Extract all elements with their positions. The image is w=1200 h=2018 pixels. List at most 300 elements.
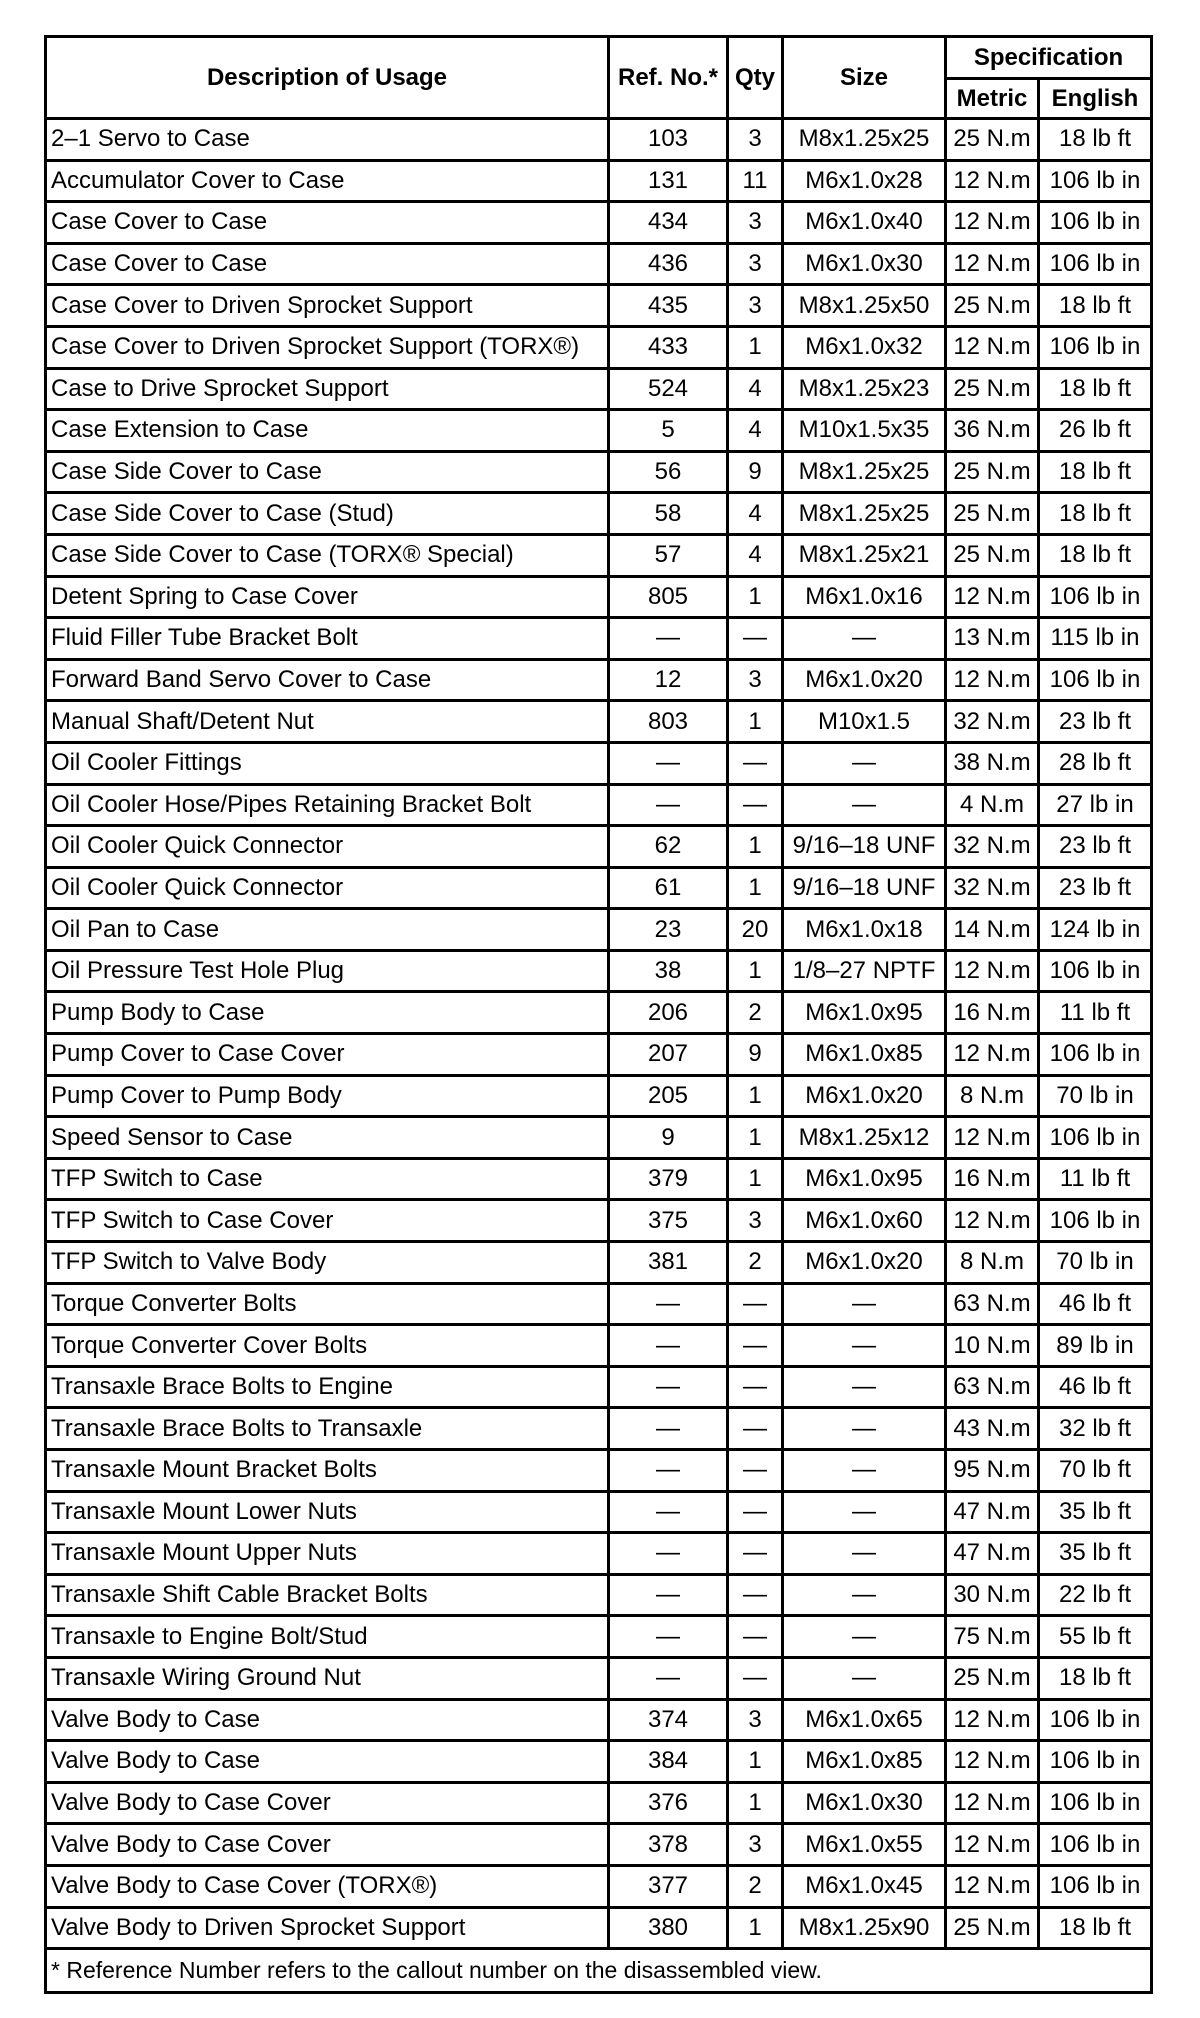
cell-english: 23 lb ft — [1039, 826, 1152, 868]
cell-qty: — — [728, 1283, 783, 1325]
cell-metric: 12 N.m — [946, 1117, 1039, 1159]
table-row — [46, 1491, 1152, 1533]
cell-size: M6x1.0x28 — [783, 160, 946, 202]
cell-metric: 12 N.m — [946, 576, 1039, 618]
table-row — [46, 160, 1152, 202]
cell-description: Transaxle Shift Cable Bracket Bolts — [46, 1574, 609, 1616]
cell-size: — — [783, 1616, 946, 1658]
cell-qty: 1 — [728, 1782, 783, 1824]
table-header — [46, 37, 1152, 119]
cell-qty: 4 — [728, 410, 783, 452]
table-row — [46, 1408, 1152, 1450]
cell-qty: 3 — [728, 1200, 783, 1242]
cell-ref-no: 435 — [609, 285, 728, 327]
cell-metric: 75 N.m — [946, 1616, 1039, 1658]
cell-size: M8x1.25x90 — [783, 1907, 946, 1949]
table-row — [46, 1200, 1152, 1242]
table-row — [46, 1657, 1152, 1699]
cell-english: 70 lb in — [1039, 1075, 1152, 1117]
table-row — [46, 1325, 1152, 1367]
cell-ref-no: 57 — [609, 534, 728, 576]
cell-metric: 25 N.m — [946, 534, 1039, 576]
cell-ref-no: — — [609, 742, 728, 784]
cell-english: 106 lb in — [1039, 576, 1152, 618]
cell-qty: 11 — [728, 160, 783, 202]
table-row — [46, 784, 1152, 826]
cell-metric: 12 N.m — [946, 1824, 1039, 1866]
cell-description: Case Side Cover to Case — [46, 451, 609, 493]
cell-qty: 1 — [728, 826, 783, 868]
table-row — [46, 742, 1152, 784]
cell-ref-no: 380 — [609, 1907, 728, 1949]
cell-english: 106 lb in — [1039, 326, 1152, 368]
cell-size: M8x1.25x50 — [783, 285, 946, 327]
cell-metric: 38 N.m — [946, 742, 1039, 784]
cell-description: Case Cover to Case — [46, 202, 609, 244]
cell-qty: — — [728, 784, 783, 826]
header-specification: Specification — [946, 37, 1152, 79]
cell-ref-no: 375 — [609, 1200, 728, 1242]
cell-size: M10x1.5 — [783, 701, 946, 743]
cell-qty: 2 — [728, 992, 783, 1034]
cell-english: 18 lb ft — [1039, 119, 1152, 161]
cell-qty: — — [728, 618, 783, 660]
table-row — [46, 451, 1152, 493]
cell-metric: 12 N.m — [946, 326, 1039, 368]
cell-english: 35 lb ft — [1039, 1491, 1152, 1533]
table-row — [46, 867, 1152, 909]
cell-ref-no: — — [609, 1325, 728, 1367]
cell-ref-no: 207 — [609, 1034, 728, 1076]
cell-size: M6x1.0x55 — [783, 1824, 946, 1866]
cell-description: Valve Body to Case Cover — [46, 1824, 609, 1866]
table-row — [46, 618, 1152, 660]
cell-english: 18 lb ft — [1039, 368, 1152, 410]
cell-ref-no: 61 — [609, 867, 728, 909]
cell-qty: 1 — [728, 1158, 783, 1200]
table-row — [46, 1616, 1152, 1658]
cell-size: — — [783, 1325, 946, 1367]
cell-metric: 12 N.m — [946, 1034, 1039, 1076]
cell-qty: — — [728, 1574, 783, 1616]
table-body — [46, 119, 1152, 1993]
cell-ref-no: — — [609, 1408, 728, 1450]
cell-description: TFP Switch to Case Cover — [46, 1200, 609, 1242]
cell-description: Case Cover to Case — [46, 243, 609, 285]
cell-ref-no: 131 — [609, 160, 728, 202]
cell-size: M6x1.0x85 — [783, 1741, 946, 1783]
cell-description: Transaxle Mount Bracket Bolts — [46, 1450, 609, 1492]
cell-description: Accumulator Cover to Case — [46, 160, 609, 202]
cell-ref-no: 384 — [609, 1741, 728, 1783]
cell-size: 9/16–18 UNF — [783, 826, 946, 868]
cell-metric: 8 N.m — [946, 1075, 1039, 1117]
cell-metric: 10 N.m — [946, 1325, 1039, 1367]
table-row — [46, 1366, 1152, 1408]
cell-description: Oil Cooler Fittings — [46, 742, 609, 784]
cell-metric: 8 N.m — [946, 1242, 1039, 1284]
fastener-spec-table — [44, 35, 1153, 1994]
cell-metric: 14 N.m — [946, 909, 1039, 951]
cell-english: 11 lb ft — [1039, 1158, 1152, 1200]
cell-size: M6x1.0x30 — [783, 1782, 946, 1824]
cell-metric: 12 N.m — [946, 1699, 1039, 1741]
cell-size: M6x1.0x95 — [783, 1158, 946, 1200]
cell-english: 106 lb in — [1039, 1200, 1152, 1242]
cell-english: 106 lb in — [1039, 1034, 1152, 1076]
cell-description: Case Cover to Driven Sprocket Support (TORX®) — [46, 326, 609, 368]
table-row — [46, 243, 1152, 285]
cell-qty: 1 — [728, 701, 783, 743]
table-row — [46, 909, 1152, 951]
cell-english: 106 lb in — [1039, 1865, 1152, 1907]
cell-ref-no: 9 — [609, 1117, 728, 1159]
cell-size: M8x1.25x25 — [783, 493, 946, 535]
cell-qty: 1 — [728, 1117, 783, 1159]
cell-ref-no: 205 — [609, 1075, 728, 1117]
cell-size: M8x1.25x23 — [783, 368, 946, 410]
cell-english: 18 lb ft — [1039, 451, 1152, 493]
cell-description: Valve Body to Case Cover (TORX®) — [46, 1865, 609, 1907]
cell-english: 32 lb ft — [1039, 1408, 1152, 1450]
cell-metric: 30 N.m — [946, 1574, 1039, 1616]
table-row — [46, 1741, 1152, 1783]
cell-description: TFP Switch to Valve Body — [46, 1242, 609, 1284]
table-row — [46, 326, 1152, 368]
cell-metric: 25 N.m — [946, 493, 1039, 535]
cell-ref-no: — — [609, 1574, 728, 1616]
table-row — [46, 1782, 1152, 1824]
cell-english: 124 lb in — [1039, 909, 1152, 951]
cell-metric: 16 N.m — [946, 1158, 1039, 1200]
cell-size: — — [783, 1408, 946, 1450]
cell-ref-no: 377 — [609, 1865, 728, 1907]
cell-metric: 32 N.m — [946, 867, 1039, 909]
cell-metric: 47 N.m — [946, 1491, 1039, 1533]
cell-ref-no: 23 — [609, 909, 728, 951]
cell-ref-no: 58 — [609, 493, 728, 535]
cell-english: 106 lb in — [1039, 243, 1152, 285]
cell-qty: 20 — [728, 909, 783, 951]
cell-ref-no: 434 — [609, 202, 728, 244]
cell-english: 106 lb in — [1039, 950, 1152, 992]
cell-size: M6x1.0x30 — [783, 243, 946, 285]
cell-english: 106 lb in — [1039, 160, 1152, 202]
cell-qty: 1 — [728, 576, 783, 618]
cell-qty: 1 — [728, 950, 783, 992]
cell-description: Case to Drive Sprocket Support — [46, 368, 609, 410]
cell-description: 2–1 Servo to Case — [46, 119, 609, 161]
cell-description: Transaxle Mount Lower Nuts — [46, 1491, 609, 1533]
cell-english: 70 lb in — [1039, 1242, 1152, 1284]
cell-qty: 9 — [728, 1034, 783, 1076]
cell-english: 46 lb ft — [1039, 1283, 1152, 1325]
cell-description: Detent Spring to Case Cover — [46, 576, 609, 618]
cell-metric: 43 N.m — [946, 1408, 1039, 1450]
cell-ref-no: 524 — [609, 368, 728, 410]
table-row — [46, 1824, 1152, 1866]
table-row — [46, 410, 1152, 452]
cell-description: Transaxle Brace Bolts to Transaxle — [46, 1408, 609, 1450]
cell-ref-no: 103 — [609, 119, 728, 161]
cell-english: 106 lb in — [1039, 1117, 1152, 1159]
cell-ref-no: — — [609, 1616, 728, 1658]
cell-metric: 25 N.m — [946, 368, 1039, 410]
cell-english: 115 lb in — [1039, 618, 1152, 660]
cell-qty: — — [728, 1408, 783, 1450]
footnote-row — [46, 1949, 1152, 1993]
cell-description: Case Cover to Driven Sprocket Support — [46, 285, 609, 327]
cell-metric: 16 N.m — [946, 992, 1039, 1034]
cell-size: M8x1.25x21 — [783, 534, 946, 576]
cell-description: Oil Cooler Quick Connector — [46, 867, 609, 909]
table-row — [46, 1865, 1152, 1907]
cell-ref-no: 38 — [609, 950, 728, 992]
cell-description: Torque Converter Bolts — [46, 1283, 609, 1325]
cell-metric: 12 N.m — [946, 202, 1039, 244]
cell-english: 18 lb ft — [1039, 1907, 1152, 1949]
cell-metric: 12 N.m — [946, 659, 1039, 701]
cell-description: Oil Cooler Hose/Pipes Retaining Bracket Bolt — [46, 784, 609, 826]
cell-ref-no: 376 — [609, 1782, 728, 1824]
cell-qty: 9 — [728, 451, 783, 493]
cell-metric: 13 N.m — [946, 618, 1039, 660]
cell-metric: 25 N.m — [946, 1657, 1039, 1699]
cell-size: M6x1.0x20 — [783, 659, 946, 701]
cell-qty: 3 — [728, 243, 783, 285]
cell-metric: 12 N.m — [946, 160, 1039, 202]
cell-ref-no: 5 — [609, 410, 728, 452]
cell-qty: 3 — [728, 202, 783, 244]
table-row — [46, 1699, 1152, 1741]
cell-english: 70 lb ft — [1039, 1450, 1152, 1492]
cell-english: 89 lb in — [1039, 1325, 1152, 1367]
cell-size: M6x1.0x85 — [783, 1034, 946, 1076]
cell-metric: 63 N.m — [946, 1366, 1039, 1408]
cell-qty: — — [728, 742, 783, 784]
cell-size: — — [783, 742, 946, 784]
cell-qty: 1 — [728, 326, 783, 368]
table-row — [46, 1117, 1152, 1159]
cell-size: — — [783, 1366, 946, 1408]
cell-english: 27 lb in — [1039, 784, 1152, 826]
cell-qty: — — [728, 1450, 783, 1492]
cell-ref-no: — — [609, 784, 728, 826]
cell-description: TFP Switch to Case — [46, 1158, 609, 1200]
cell-qty: 2 — [728, 1865, 783, 1907]
header-description: Description of Usage — [46, 37, 609, 119]
cell-ref-no: 12 — [609, 659, 728, 701]
cell-ref-no: 805 — [609, 576, 728, 618]
cell-english: 18 lb ft — [1039, 1657, 1152, 1699]
cell-english: 23 lb ft — [1039, 867, 1152, 909]
cell-description: Manual Shaft/Detent Nut — [46, 701, 609, 743]
cell-qty: 2 — [728, 1242, 783, 1284]
cell-qty: — — [728, 1491, 783, 1533]
cell-qty: 3 — [728, 285, 783, 327]
cell-size: — — [783, 1657, 946, 1699]
cell-metric: 12 N.m — [946, 243, 1039, 285]
cell-size: — — [783, 1533, 946, 1575]
cell-metric: 63 N.m — [946, 1283, 1039, 1325]
cell-qty: 3 — [728, 1824, 783, 1866]
cell-ref-no: — — [609, 1533, 728, 1575]
cell-ref-no: 378 — [609, 1824, 728, 1866]
cell-description: Speed Sensor to Case — [46, 1117, 609, 1159]
cell-description: Fluid Filler Tube Bracket Bolt — [46, 618, 609, 660]
header-ref-no: Ref. No.* — [609, 37, 728, 119]
cell-size: M8x1.25x25 — [783, 451, 946, 493]
cell-size: — — [783, 1574, 946, 1616]
cell-english: 11 lb ft — [1039, 992, 1152, 1034]
cell-ref-no: 374 — [609, 1699, 728, 1741]
table-row — [46, 1450, 1152, 1492]
cell-description: Case Side Cover to Case (Stud) — [46, 493, 609, 535]
footnote: * Reference Number refers to the callout number on the disassembled view. — [46, 1949, 1152, 1993]
cell-qty: — — [728, 1366, 783, 1408]
table-row — [46, 285, 1152, 327]
cell-metric: 25 N.m — [946, 1907, 1039, 1949]
cell-ref-no: — — [609, 1657, 728, 1699]
table-row — [46, 701, 1152, 743]
cell-qty: 4 — [728, 493, 783, 535]
table-row — [46, 1574, 1152, 1616]
cell-qty: 3 — [728, 119, 783, 161]
cell-ref-no: — — [609, 1491, 728, 1533]
cell-description: Pump Cover to Pump Body — [46, 1075, 609, 1117]
cell-description: Case Extension to Case — [46, 410, 609, 452]
table-row — [46, 576, 1152, 618]
table-row — [46, 1907, 1152, 1949]
cell-english: 46 lb ft — [1039, 1366, 1152, 1408]
cell-qty: 4 — [728, 368, 783, 410]
cell-size: M6x1.0x60 — [783, 1200, 946, 1242]
cell-metric: 12 N.m — [946, 950, 1039, 992]
cell-english: 22 lb ft — [1039, 1574, 1152, 1616]
cell-size: M8x1.25x25 — [783, 119, 946, 161]
cell-metric: 4 N.m — [946, 784, 1039, 826]
cell-size: — — [783, 1491, 946, 1533]
cell-english: 18 lb ft — [1039, 285, 1152, 327]
table-row — [46, 1533, 1152, 1575]
cell-size: M6x1.0x40 — [783, 202, 946, 244]
cell-ref-no: — — [609, 618, 728, 660]
cell-metric: 95 N.m — [946, 1450, 1039, 1492]
table-row — [46, 826, 1152, 868]
cell-description: Transaxle Wiring Ground Nut — [46, 1657, 609, 1699]
cell-qty: 4 — [728, 534, 783, 576]
cell-size: M6x1.0x18 — [783, 909, 946, 951]
table-row — [46, 534, 1152, 576]
cell-size: M6x1.0x32 — [783, 326, 946, 368]
cell-ref-no: — — [609, 1366, 728, 1408]
cell-size: M6x1.0x20 — [783, 1075, 946, 1117]
table-row — [46, 493, 1152, 535]
cell-qty: 3 — [728, 1699, 783, 1741]
cell-ref-no: 206 — [609, 992, 728, 1034]
table-row — [46, 1075, 1152, 1117]
cell-description: Torque Converter Cover Bolts — [46, 1325, 609, 1367]
cell-english: 106 lb in — [1039, 1699, 1152, 1741]
cell-qty: 3 — [728, 659, 783, 701]
cell-description: Transaxle Mount Upper Nuts — [46, 1533, 609, 1575]
table-row — [46, 119, 1152, 161]
cell-english: 26 lb ft — [1039, 410, 1152, 452]
cell-qty: 1 — [728, 1741, 783, 1783]
cell-size: — — [783, 618, 946, 660]
cell-ref-no: 379 — [609, 1158, 728, 1200]
cell-description: Pump Cover to Case Cover — [46, 1034, 609, 1076]
cell-size: — — [783, 1283, 946, 1325]
cell-qty: 1 — [728, 1907, 783, 1949]
cell-description: Oil Cooler Quick Connector — [46, 826, 609, 868]
cell-size: M6x1.0x45 — [783, 1865, 946, 1907]
cell-ref-no: 803 — [609, 701, 728, 743]
cell-description: Pump Body to Case — [46, 992, 609, 1034]
cell-description: Transaxle to Engine Bolt/Stud — [46, 1616, 609, 1658]
cell-english: 18 lb ft — [1039, 534, 1152, 576]
table-row — [46, 1158, 1152, 1200]
table-row — [46, 1283, 1152, 1325]
cell-qty: 1 — [728, 1075, 783, 1117]
cell-english: 23 lb ft — [1039, 701, 1152, 743]
cell-metric: 12 N.m — [946, 1865, 1039, 1907]
cell-description: Oil Pressure Test Hole Plug — [46, 950, 609, 992]
cell-english: 35 lb ft — [1039, 1533, 1152, 1575]
header-size: Size — [783, 37, 946, 119]
cell-ref-no: 433 — [609, 326, 728, 368]
cell-qty: — — [728, 1325, 783, 1367]
cell-english: 106 lb in — [1039, 1824, 1152, 1866]
cell-size: M6x1.0x65 — [783, 1699, 946, 1741]
cell-ref-no: — — [609, 1450, 728, 1492]
cell-metric: 32 N.m — [946, 826, 1039, 868]
cell-ref-no: 381 — [609, 1242, 728, 1284]
header-qty: Qty — [728, 37, 783, 119]
table-row — [46, 368, 1152, 410]
cell-size: 1/8–27 NPTF — [783, 950, 946, 992]
table-row — [46, 202, 1152, 244]
cell-size: M6x1.0x20 — [783, 1242, 946, 1284]
cell-size: — — [783, 1450, 946, 1492]
cell-ref-no: 436 — [609, 243, 728, 285]
cell-metric: 25 N.m — [946, 285, 1039, 327]
cell-metric: 36 N.m — [946, 410, 1039, 452]
cell-ref-no: 56 — [609, 451, 728, 493]
table-row — [46, 659, 1152, 701]
cell-english: 106 lb in — [1039, 202, 1152, 244]
cell-qty: 1 — [728, 867, 783, 909]
cell-metric: 25 N.m — [946, 119, 1039, 161]
cell-english: 28 lb ft — [1039, 742, 1152, 784]
cell-size: M10x1.5x35 — [783, 410, 946, 452]
cell-description: Oil Pan to Case — [46, 909, 609, 951]
cell-qty: — — [728, 1616, 783, 1658]
cell-english: 106 lb in — [1039, 1782, 1152, 1824]
cell-size: M6x1.0x16 — [783, 576, 946, 618]
cell-metric: 12 N.m — [946, 1782, 1039, 1824]
cell-qty: — — [728, 1657, 783, 1699]
table-row — [46, 950, 1152, 992]
table-row — [46, 1242, 1152, 1284]
cell-ref-no: — — [609, 1283, 728, 1325]
cell-description: Forward Band Servo Cover to Case — [46, 659, 609, 701]
cell-metric: 12 N.m — [946, 1741, 1039, 1783]
cell-metric: 47 N.m — [946, 1533, 1039, 1575]
table-row — [46, 1034, 1152, 1076]
cell-metric: 12 N.m — [946, 1200, 1039, 1242]
cell-description: Valve Body to Case — [46, 1699, 609, 1741]
